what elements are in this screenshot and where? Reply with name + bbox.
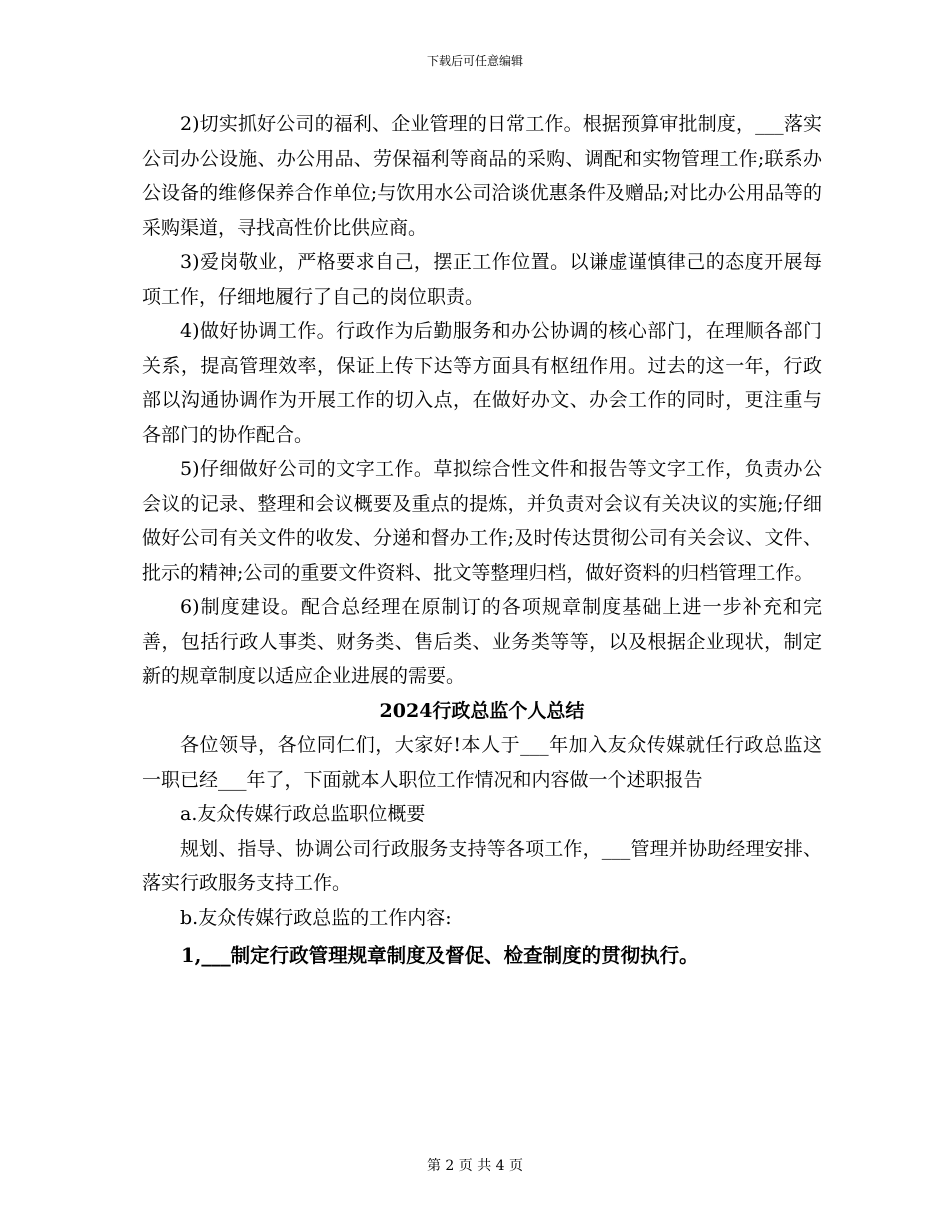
document-body <box>142 107 822 976</box>
page-header-note: 下载后可任意编辑 <box>426 54 523 68</box>
section-heading: 2024行政总监个人总结 <box>379 699 585 722</box>
paragraph-work-content-label: b.友众传媒行政总监的工作内容: <box>180 906 452 929</box>
paragraph-coordination: 4)做好协调工作。行政作为后勤服务和办公协调的核心部门，在理顺各部门关系，提高管理效率，保证上传下达等方面具有枢纽作用。过去的这一年，行政部以沟通协调作为开展工作的切入点，在做好办文、办会工作的同时，更注重与各部门的协作配合。 <box>142 320 822 446</box>
paragraph-system-building: 6)制度建设。配合总经理在原制订的各项规章制度基础上进一步补充和完善，包括行政人事类、财务类、售后类、业务类等等，以及根据企业现状，制定新的规章制度以适应企业进展的需要。 <box>142 596 822 687</box>
paragraph-position-overview: 规划、指导、协调公司行政服务支持等各项工作，___管理并协助经理安排、落实行政服务支持工作。 <box>142 837 822 894</box>
paragraph-welfare-management: 2)切实抓好公司的福利、企业管理的日常工作。根据预算审批制度，___落实公司办公设施、办公用品、劳保福利等商品的采购、调配和实物管理工作;联系办公设备的维修保养合作单位;与饮用水公司洽谈优惠条件及赠品;对比办公用品等的采购渠道，寻找高性价比供应商。 <box>142 113 822 239</box>
paragraph-dedication: 3)爱岗敬业，严格要求自己，摆正工作位置。以谦虚谨慎律己的态度开展每项工作，仔细地履行了自己的岗位职责。 <box>142 251 822 308</box>
bold-item-one: 1,___制定行政管理规章制度及督促、检查制度的贯彻执行。 <box>181 944 699 967</box>
paragraph-greeting: 各位领导，各位同仁们，大家好!本人于___年加入友众传媒就任行政总监这一职已经___年了，下面就本人职位工作情况和内容做一个述职报告 <box>142 734 822 791</box>
paragraph-document-work: 5)仔细做好公司的文字工作。草拟综合性文件和报告等文字工作，负责办公会议的记录、整理和会议概要及重点的提炼，并负责对会议有关决议的实施;仔细做好公司有关文件的收发、分递和督办工作;及时传达贯彻公司有关会议、文件、批示的精神;公司的重要文件资料、批文等整理归档，做好资料的归档管理工作。 <box>142 458 822 584</box>
paragraph-position-overview-label: a.友众传媒行政总监职位概要 <box>180 803 426 825</box>
page-footer: 第 2 页 共 4 页 <box>426 1158 524 1174</box>
